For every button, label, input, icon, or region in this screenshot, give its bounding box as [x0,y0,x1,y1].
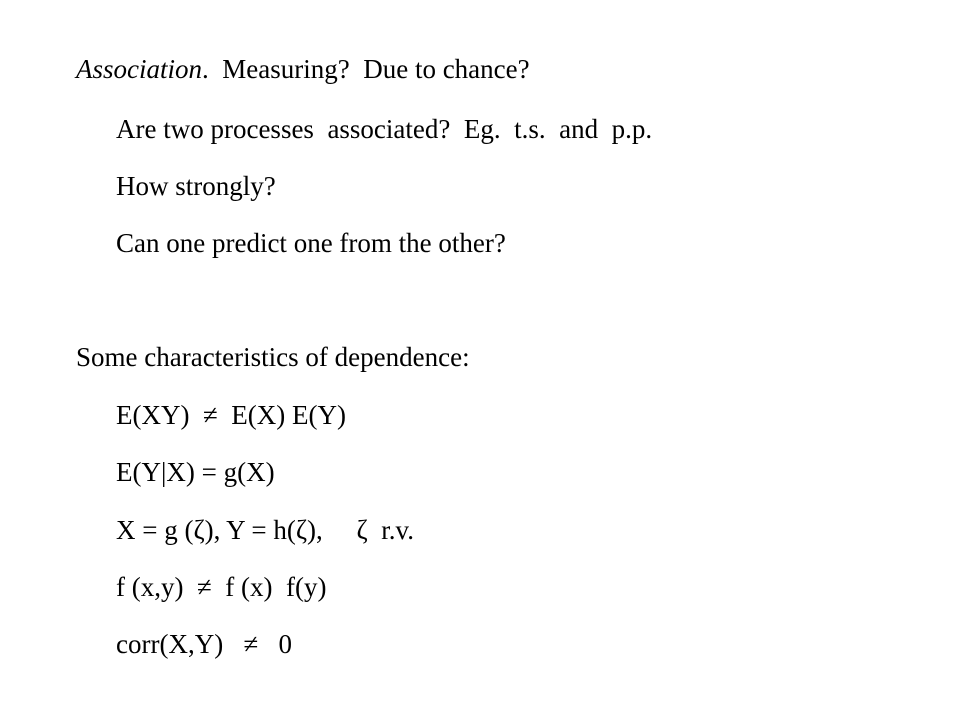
dependence-item-conditional: E(Y|X) = g(X) [116,457,275,487]
dependence-item-expectation: E(XY) ≠ E(X) E(Y) [116,400,346,430]
dependence-item-correlation: corr(X,Y) ≠ 0 [116,629,293,659]
question-strength: How strongly? [116,171,276,201]
association-term: Association [76,54,202,84]
question-prediction: Can one predict one from the other? [116,228,506,258]
dependence-heading: Some characteristics of dependence: [76,342,470,372]
question-associated: Are two processes associated? Eg. t.s. and p.p. [116,114,653,144]
association-line [76,56,530,83]
dependence-item-density: f (x,y) ≠ f (x) f(y) [116,572,327,602]
dependence-item-common-cause: X = g (ζ), Y = h(ζ), ζ r.v. [116,515,414,545]
association-rest: . Measuring? Due to chance? [202,54,530,84]
